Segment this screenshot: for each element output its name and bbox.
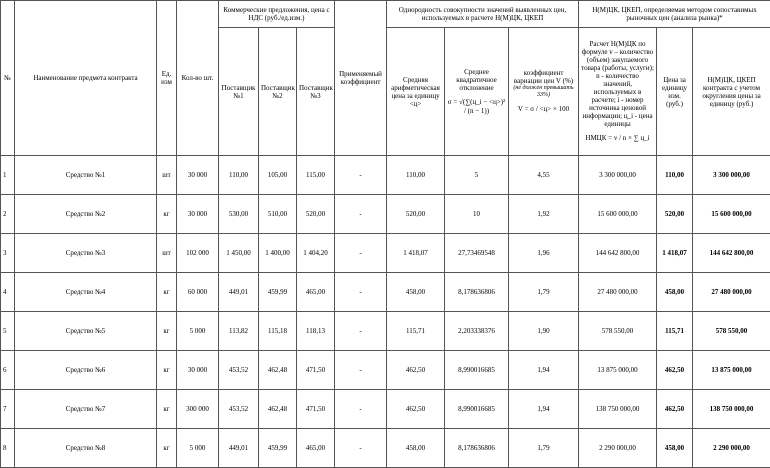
- cell-supplier-2: 459,99: [259, 429, 297, 468]
- header-avg-label: Средняя арифметическая цена за единицу <ц>: [391, 76, 440, 108]
- cell-supplier-1: 110,00: [219, 156, 259, 195]
- cell-avg: 458,00: [387, 273, 445, 312]
- table-row: [1, 312, 770, 351]
- cell-coef: -: [335, 234, 387, 273]
- cell-calc: 15 600 000,00: [579, 195, 657, 234]
- cell-supplier-1: 453,52: [219, 351, 259, 390]
- cell-coef: -: [335, 351, 387, 390]
- header-calc-label: Расчет Н(М)ЦК по формуле v – количество (объем) закупаемого товара (работы, услуги); n - количество значений, используемых в расчете; i - номер источника ценовой информации; ц_i - цена единицы: [581, 40, 654, 128]
- cell-num: 3: [1, 234, 15, 273]
- cell-unit: кг: [157, 351, 177, 390]
- cell-variation: 1,79: [509, 273, 579, 312]
- cell-supplier-2: 1 400,00: [259, 234, 297, 273]
- cell-calc: 144 642 800,00: [579, 234, 657, 273]
- cell-qty: 5 000: [177, 429, 219, 468]
- cell-calc: 2 290 000,00: [579, 429, 657, 468]
- variation-note: (не должен превышать 33%): [511, 85, 576, 99]
- cell-stddev: 2,203338376: [445, 312, 509, 351]
- header-name: Наименование предмета контракта: [15, 1, 157, 156]
- header-num: №: [1, 1, 15, 156]
- cell-supplier-2: 510,00: [259, 195, 297, 234]
- cell-supplier-3: 118,13: [297, 312, 335, 351]
- header-commercial: Коммерческие предложения, цена с НДС (руб./ед.изм.): [219, 1, 335, 28]
- cell-variation: 1,92: [509, 195, 579, 234]
- cell-supplier-2: 105,00: [259, 156, 297, 195]
- cell-supplier-2: 459,99: [259, 273, 297, 312]
- cell-qty: 30 000: [177, 156, 219, 195]
- cell-contract: 2 290 000,00: [693, 429, 770, 468]
- table-row: [1, 390, 770, 429]
- cell-supplier-3: 520,00: [297, 195, 335, 234]
- cell-unit: кг: [157, 273, 177, 312]
- cell-variation: 1,90: [509, 312, 579, 351]
- cell-name: Средство №3: [15, 234, 157, 273]
- cell-unit-price: 462,50: [657, 390, 693, 429]
- table-row: [1, 234, 770, 273]
- table-row: [1, 273, 770, 312]
- cell-contract: 13 875 000,00: [693, 351, 770, 390]
- cell-unit: кг: [157, 312, 177, 351]
- cell-calc: 27 480 000,00: [579, 273, 657, 312]
- cell-contract: 578 550,00: [693, 312, 770, 351]
- cell-unit-price: 115,71: [657, 312, 693, 351]
- header-coef: Применяемый коэффициент: [335, 1, 387, 156]
- cell-unit-price: 462,50: [657, 351, 693, 390]
- cell-num: 6: [1, 351, 15, 390]
- table-row: [1, 156, 770, 195]
- cell-num: 1: [1, 156, 15, 195]
- cell-qty: 60 000: [177, 273, 219, 312]
- cell-unit: кг: [157, 429, 177, 468]
- cell-name: Средство №4: [15, 273, 157, 312]
- cell-contract: 27 480 000,00: [693, 273, 770, 312]
- header-nmck: Н(М)ЦК, ЦКЕП, определяемая методом сопоставимых рыночных цен (анализа рынка)*: [579, 1, 770, 28]
- cell-supplier-3: 465,00: [297, 273, 335, 312]
- header-supplier-1: Поставщик №1: [219, 28, 259, 156]
- cell-avg: 110,00: [387, 156, 445, 195]
- header-unit: Ед. изм: [157, 1, 177, 156]
- cell-num: 7: [1, 390, 15, 429]
- cell-unit: шт: [157, 156, 177, 195]
- cell-coef: -: [335, 390, 387, 429]
- table-row: [1, 429, 770, 468]
- header-qty: Кол-во шт.: [177, 1, 219, 156]
- cell-supplier-2: 462,48: [259, 390, 297, 429]
- cell-variation: 1,94: [509, 390, 579, 429]
- cell-contract: 3 300 000,00: [693, 156, 770, 195]
- cell-qty: 5 000: [177, 312, 219, 351]
- cell-coef: -: [335, 312, 387, 351]
- cell-name: Средство №7: [15, 390, 157, 429]
- cell-num: 2: [1, 195, 15, 234]
- cell-unit-price: 1 418,07: [657, 234, 693, 273]
- cell-stddev: 8,990016685: [445, 351, 509, 390]
- cell-contract: 138 750 000,00: [693, 390, 770, 429]
- header-calc: [579, 28, 657, 156]
- cell-qty: 30 000: [177, 351, 219, 390]
- cell-stddev: 5: [445, 156, 509, 195]
- cell-supplier-1: 1 450,00: [219, 234, 259, 273]
- cell-coef: -: [335, 195, 387, 234]
- header-stddev: [445, 28, 509, 156]
- cell-name: Средство №8: [15, 429, 157, 468]
- variation-formula: V = σ / <ц> × 100: [511, 105, 576, 114]
- cell-stddev: 27,73469548: [445, 234, 509, 273]
- cell-supplier-1: 449,01: [219, 273, 259, 312]
- cell-calc: 13 875 000,00: [579, 351, 657, 390]
- cell-qty: 102 000: [177, 234, 219, 273]
- cell-supplier-3: 465,00: [297, 429, 335, 468]
- cell-variation: 1,96: [509, 234, 579, 273]
- cell-name: Средство №5: [15, 312, 157, 351]
- cell-calc: 138 750 000,00: [579, 390, 657, 429]
- cell-avg: 462,50: [387, 390, 445, 429]
- cell-calc: 3 300 000,00: [579, 156, 657, 195]
- header-variation-label: коэффициент вариации цен V (%): [514, 69, 573, 85]
- cell-stddev: 8,178636806: [445, 273, 509, 312]
- cell-qty: 300 000: [177, 390, 219, 429]
- cell-unit-price: 520,00: [657, 195, 693, 234]
- cell-stddev: 8,178636806: [445, 429, 509, 468]
- cell-avg: 520,00: [387, 195, 445, 234]
- header-avg: [387, 28, 445, 156]
- cell-coef: -: [335, 273, 387, 312]
- cell-num: 5: [1, 312, 15, 351]
- header-variation: [509, 28, 579, 156]
- cell-supplier-1: 449,01: [219, 429, 259, 468]
- calc-formula: НМЦК = v / n × ∑ ц_i: [581, 134, 654, 143]
- cell-supplier-3: 471,50: [297, 390, 335, 429]
- header-supplier-2: Поставщик №2: [259, 28, 297, 156]
- cell-coef: -: [335, 156, 387, 195]
- cell-num: 4: [1, 273, 15, 312]
- table-row: [1, 351, 770, 390]
- cell-unit-price: 458,00: [657, 273, 693, 312]
- cell-stddev: 8,990016685: [445, 390, 509, 429]
- cell-calc: 578 550,00: [579, 312, 657, 351]
- header-unit-price: Цена за единицу изм. (руб.): [657, 28, 693, 156]
- cell-variation: 1,79: [509, 429, 579, 468]
- cell-supplier-3: 471,50: [297, 351, 335, 390]
- cell-unit: кг: [157, 390, 177, 429]
- cell-unit: кг: [157, 195, 177, 234]
- header-homogeneity: Однородность совокупности значений выявленных цен, используемых в расчете Н(М)ЦК, ЦКЕП: [387, 1, 579, 28]
- cell-contract: 144 642 800,00: [693, 234, 770, 273]
- cell-avg: 458,00: [387, 429, 445, 468]
- cell-qty: 30 000: [177, 195, 219, 234]
- cell-name: Средство №2: [15, 195, 157, 234]
- cell-coef: -: [335, 429, 387, 468]
- cell-supplier-3: 115,00: [297, 156, 335, 195]
- cell-name: Средство №6: [15, 351, 157, 390]
- cell-unit-price: 458,00: [657, 429, 693, 468]
- cell-variation: 1,94: [509, 351, 579, 390]
- cell-name: Средство №1: [15, 156, 157, 195]
- header-row-1: [1, 1, 770, 28]
- cell-num: 8: [1, 429, 15, 468]
- cell-avg: 115,71: [387, 312, 445, 351]
- cell-variation: 4,55: [509, 156, 579, 195]
- header-contract: Н(М)ЦК, ЦКЕП контракта с учетом округления цены за единицу (руб.): [693, 28, 770, 156]
- cell-supplier-1: 453,52: [219, 390, 259, 429]
- cell-supplier-1: 530,00: [219, 195, 259, 234]
- header-supplier-3: Поставщик №3: [297, 28, 335, 156]
- cell-stddev: 10: [445, 195, 509, 234]
- header-stddev-label: Среднее квадратичное отклонение: [456, 68, 496, 92]
- table-row: [1, 195, 770, 234]
- cell-avg: 462,50: [387, 351, 445, 390]
- cell-supplier-3: 1 404,20: [297, 234, 335, 273]
- cell-avg: 1 418,07: [387, 234, 445, 273]
- cell-supplier-1: 113,82: [219, 312, 259, 351]
- cell-supplier-2: 115,18: [259, 312, 297, 351]
- cell-supplier-2: 462,48: [259, 351, 297, 390]
- cell-unit-price: 110,00: [657, 156, 693, 195]
- cell-contract: 15 600 000,00: [693, 195, 770, 234]
- cell-unit: шт: [157, 234, 177, 273]
- stddev-formula: σ = √(∑(ц_i − <ц>)² / (n − 1)): [447, 98, 506, 116]
